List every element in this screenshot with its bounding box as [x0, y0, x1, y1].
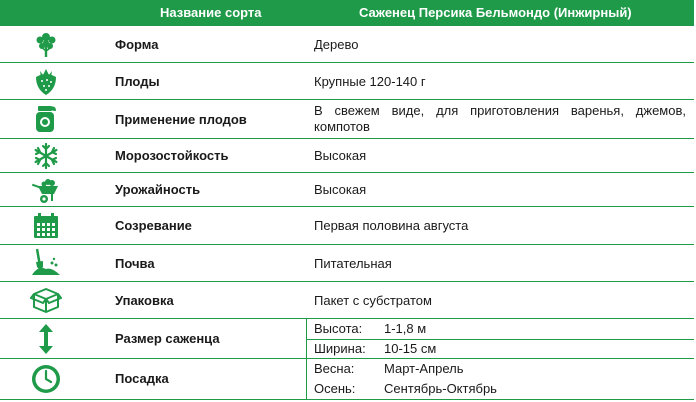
table-row: [0, 173, 694, 207]
clock-icon: [30, 363, 62, 395]
row-value: Дерево: [314, 37, 359, 52]
row-name: Созревание: [115, 218, 192, 233]
box-icon: [30, 284, 62, 316]
row-name: Морозостойкость: [115, 148, 229, 163]
sub-row: [306, 379, 694, 399]
vertical-arrows-icon: [30, 323, 62, 355]
sub-row: [306, 359, 694, 379]
row-value: Крупные 120-140 г: [314, 74, 426, 89]
table-row: [0, 359, 694, 400]
table-row: [0, 100, 694, 139]
jam-jar-icon: [30, 103, 62, 135]
table-header: [0, 0, 694, 26]
row-name: Упаковка: [115, 293, 174, 308]
table-row: [0, 207, 694, 245]
sub-key: Ширина:: [314, 341, 366, 356]
table-row: [0, 63, 694, 100]
row-name: Применение плодов: [115, 112, 247, 127]
row-value: Пакет с субстратом: [314, 293, 432, 308]
wheelbarrow-icon: [30, 174, 62, 206]
calendar-icon: [30, 210, 62, 242]
table-row: [0, 282, 694, 319]
row-name: Урожайность: [115, 182, 201, 197]
row-value: Первая половина августа: [314, 218, 469, 233]
sub-row: [306, 339, 694, 359]
table-row: [0, 319, 694, 359]
sub-key: Весна:: [314, 361, 355, 376]
row-name: Форма: [115, 37, 159, 52]
row-value: Питательная: [314, 256, 392, 271]
strawberry-icon: [30, 65, 62, 97]
table-row: [0, 139, 694, 173]
sub-value: Сентябрь-Октябрь: [384, 381, 497, 396]
row-value: В свежем виде, для приготовления варенья, джемов, компотов: [314, 103, 686, 134]
table-row: [0, 26, 694, 63]
snowflake-icon: [30, 140, 62, 172]
soil-shovel-icon: [30, 247, 62, 279]
sub-value: 10-15 см: [384, 341, 437, 356]
row-name: Посадка: [115, 371, 169, 386]
row-value: Высокая: [314, 182, 367, 197]
header-variety-label: Название сорта: [160, 5, 262, 20]
row-name: Размер саженца: [115, 331, 220, 346]
tree-icon: [30, 28, 62, 60]
table-row: [0, 245, 694, 282]
sub-key: Осень:: [314, 381, 356, 396]
sub-value: Март-Апрель: [384, 361, 464, 376]
row-value: Высокая: [314, 148, 367, 163]
row-name: Почва: [115, 256, 155, 271]
row-name: Плоды: [115, 74, 160, 89]
sub-row: [306, 319, 694, 340]
sub-value: 1-1,8 м: [384, 321, 427, 336]
header-product-name: Саженец Персика Бельмондо (Инжирный): [359, 5, 632, 20]
sub-key: Высота:: [314, 321, 363, 336]
